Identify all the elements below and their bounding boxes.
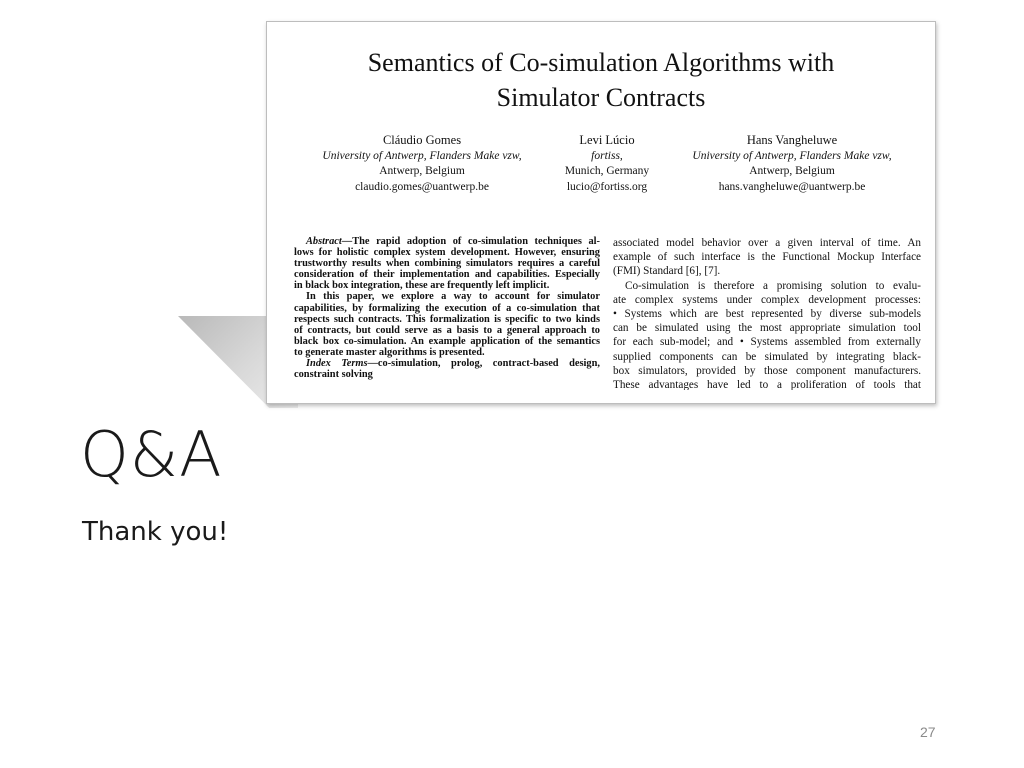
author-block-3 bbox=[667, 133, 917, 195]
author-affiliation: University of Antwerp, Flanders Make vzw, bbox=[322, 149, 522, 162]
index-terms-line: Index Terms—co-simulation, prolog, contract-based design, bbox=[306, 358, 600, 370]
abstract-line: respects such contracts. This formalization is specific to two kinds bbox=[294, 313, 600, 325]
abstract-line: to generate master algorithms is presented. bbox=[294, 346, 485, 358]
intro-line: for each sub-model; and • Systems assembled from externally bbox=[613, 336, 921, 349]
intro-line: supplied components can be simulated by integrating black- bbox=[613, 350, 921, 363]
paper-screenshot bbox=[266, 21, 936, 404]
abstract-line: In this paper, we explore a way to account for simulator bbox=[306, 291, 600, 303]
author-affiliation: University of Antwerp, Flanders Make vzw, bbox=[692, 149, 892, 162]
abstract-line: lows for holistic complex system development. However, ensuring bbox=[294, 247, 600, 259]
abstract-column bbox=[294, 236, 600, 390]
intro-line: ate complex systems under complex development processes: bbox=[613, 293, 921, 306]
abstract-line: capabilities, by formalizing the execution of a co-simulation that bbox=[294, 302, 600, 314]
abstract-line: Abstract—The rapid adoption of co-simulation techniques al- bbox=[306, 236, 600, 247]
author-email: hans.vangheluwe@uantwerp.be bbox=[718, 180, 866, 193]
author-name: Levi Lúcio bbox=[579, 133, 635, 147]
author-name: Hans Vangheluwe bbox=[746, 133, 838, 147]
abstract-line: black box co-simulation. An example application of the semantics bbox=[294, 335, 600, 347]
intro-line: example of such interface is the Functional Mockup Interface bbox=[613, 251, 921, 264]
slide-subtitle: Thank you! bbox=[82, 517, 229, 547]
author-email: claudio.gomes@uantwerp.be bbox=[355, 180, 489, 193]
author-location: Antwerp, Belgium bbox=[379, 165, 465, 177]
author-email: lucio@fortiss.org bbox=[566, 180, 648, 193]
author-location: Antwerp, Belgium bbox=[749, 165, 835, 177]
author-block-2 bbox=[537, 133, 677, 195]
index-terms-line: constraint solving bbox=[294, 369, 373, 381]
intro-line: can be simulated using the most appropriate simulation tool bbox=[613, 322, 921, 335]
intro-line: (FMI) Standard [6], [7]. bbox=[613, 265, 721, 278]
abstract-line: in black box integration, these are frequently left implicit. bbox=[294, 280, 550, 292]
intro-line: Co-simulation is therefore a promising solution to evalu- bbox=[625, 279, 921, 292]
intro-line: • Systems which are best represented by diverse sub-models bbox=[613, 308, 921, 321]
intro-line: associated model behavior over a given interval of time. An bbox=[613, 237, 921, 249]
slide-number: 27 bbox=[920, 724, 936, 740]
author-affiliation: fortiss, bbox=[591, 149, 623, 162]
abstract-label: Abstract bbox=[306, 236, 342, 247]
abstract-line: of contracts, but could serve as a basis to a general approach to bbox=[294, 324, 600, 336]
intro-line: These advantages have led to a proliferation of tools that bbox=[613, 379, 921, 390]
slide-heading: Q&A bbox=[80, 418, 223, 491]
abstract-line: trustworthy results when combining simulators requires a careful bbox=[294, 258, 600, 270]
paper-title: Semantics of Co-simulation Algorithms with Simulator Contracts bbox=[367, 48, 835, 112]
author-block-1 bbox=[307, 133, 537, 195]
author-name: Cláudio Gomes bbox=[382, 133, 462, 147]
intro-line: box simulators, provided by those component manufacturers. bbox=[613, 364, 921, 377]
author-location: Munich, Germany bbox=[564, 165, 650, 177]
abstract-line: consideration of their implementation and capabilities. Especially bbox=[294, 269, 600, 281]
intro-column bbox=[613, 236, 921, 390]
index-terms-label: Index Terms bbox=[306, 358, 368, 370]
